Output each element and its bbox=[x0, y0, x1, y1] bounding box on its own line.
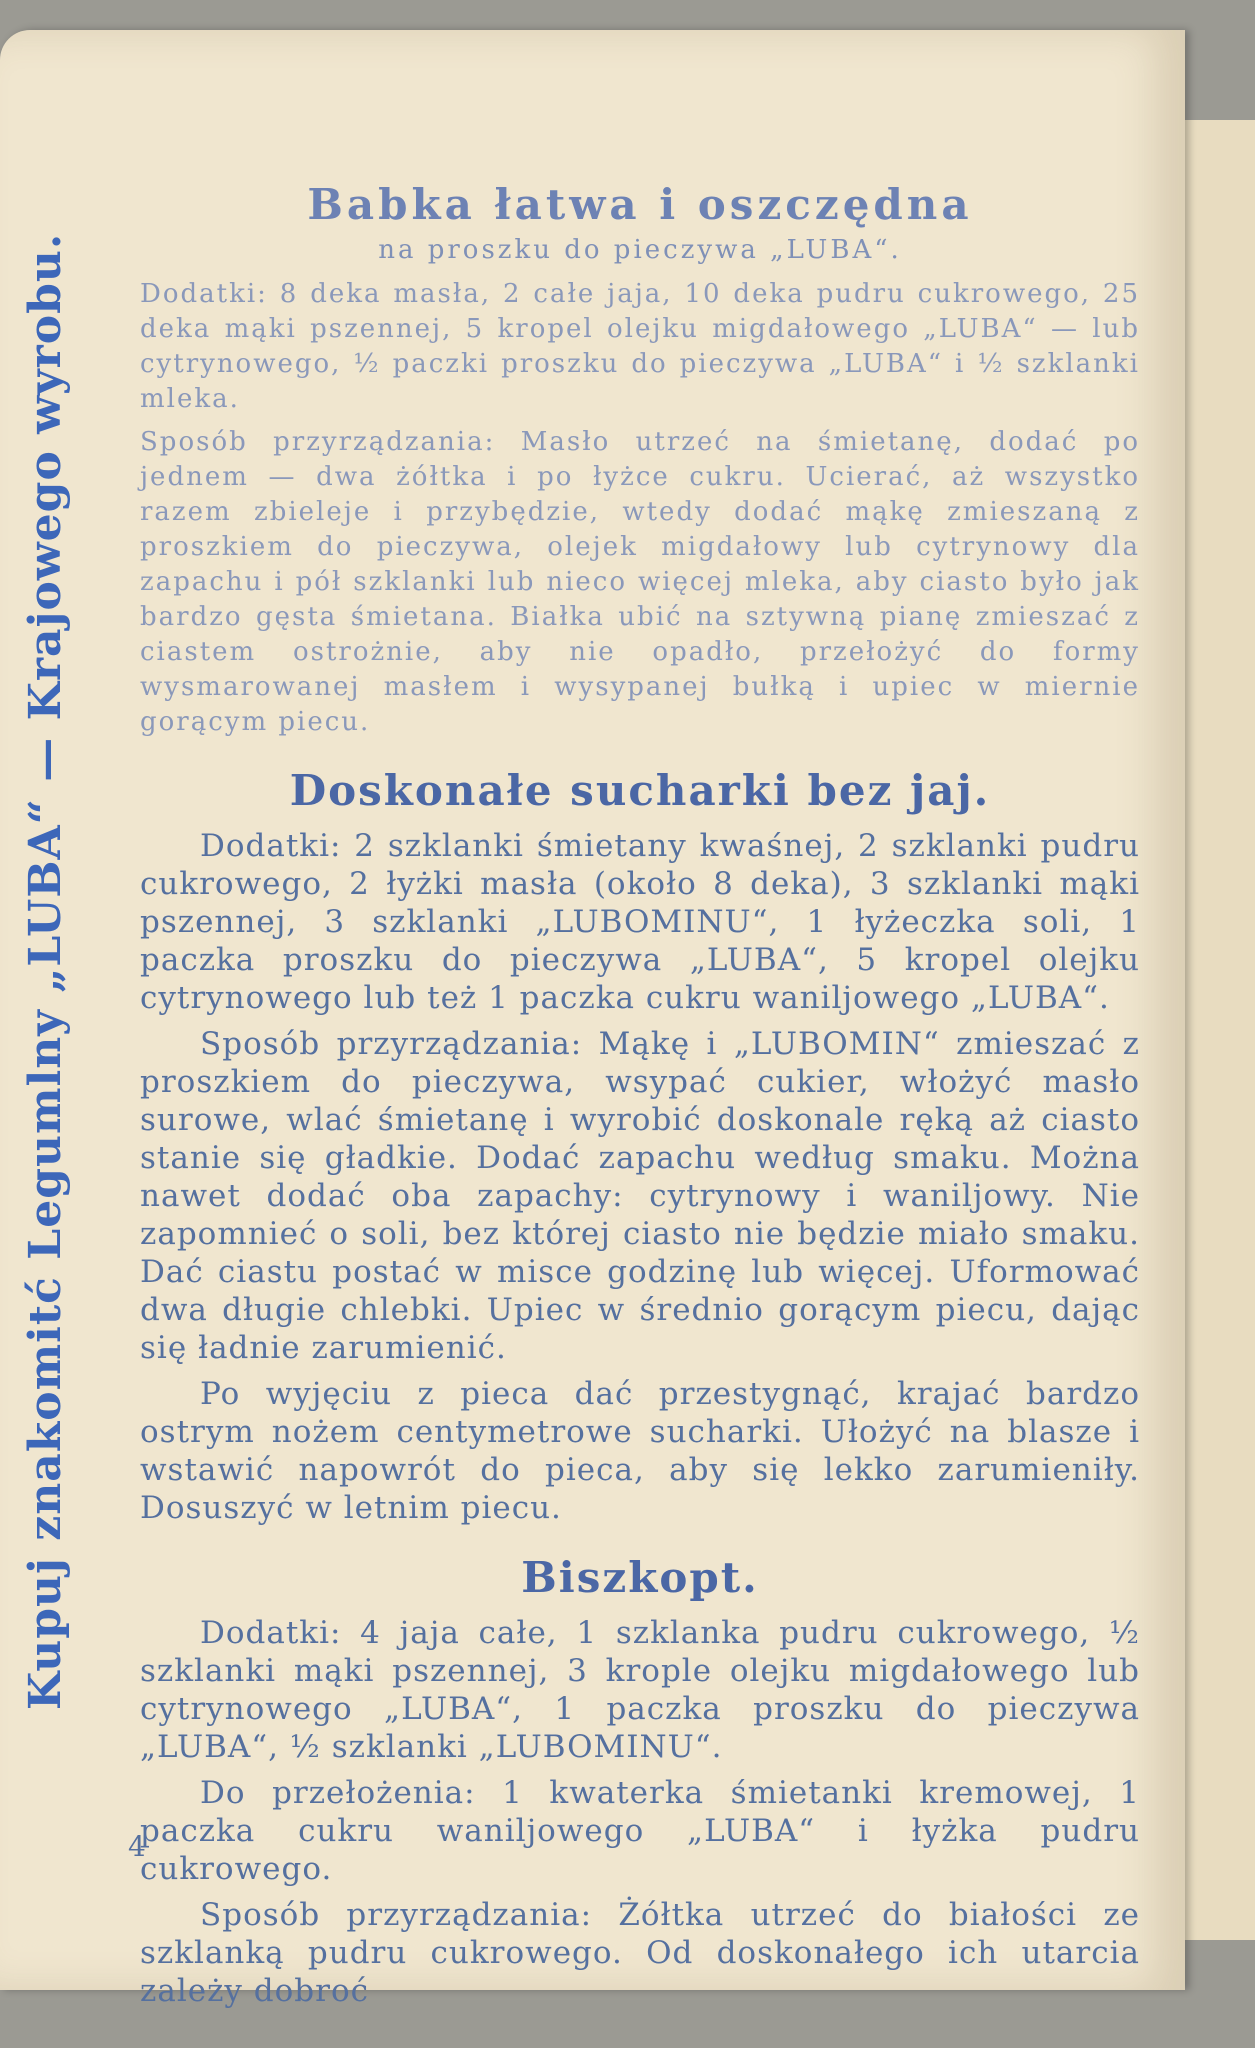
recipe-babka bbox=[140, 180, 1140, 740]
recipe-title: Doskonałe sucharki bez jaj. bbox=[289, 766, 991, 815]
page-number: 4 bbox=[128, 1830, 146, 1863]
recipe-body bbox=[140, 277, 1140, 740]
ingredients-paragraph: Dodatki: 4 jaja całe, 1 szklanka pudru cukrowego, ½ szklanki mąki pszennej, 3 krople olejku migdałowego lub cytrynowego „LUBA“, 1 paczka proszku do pieczywa „LUBA“, ½ szklanki „LUBOMINU“. bbox=[140, 1615, 1140, 1765]
page-content bbox=[140, 180, 1140, 2018]
finish-paragraph: Po wyjęciu z pieca dać przestygnąć, krajać bardzo ostrym nożem centymetrowe sucharki. Ułożyć na blasze i wstawić napowrót do pieca, aby się lekko zarumieniły. Dosuszyć w letnim piecu. bbox=[140, 1376, 1140, 1526]
booklet-page bbox=[0, 30, 1185, 2009]
method-paragraph: Sposób przyrządzania: Żółtka utrzeć do białości ze szklanką pudru cukrowego. Od doskonałego ich utarcia zależy dobroć bbox=[140, 1897, 1140, 2009]
recipe-subtitle: na proszku do pieczywa „LUBA“. bbox=[378, 235, 902, 265]
recipe-title: Biszkopt. bbox=[521, 1553, 759, 1602]
next-page-edge bbox=[1185, 120, 1255, 1940]
filling-paragraph: Do przełożenia: 1 kwaterka śmietanki kremowej, 1 paczka cukru waniljowego „LUBA“ i łyżka pudru cukrowego. bbox=[140, 1775, 1140, 1887]
side-slogan: Kupuj znakomitć Legumlny „LUBA“ — Krajowego wyrobu. bbox=[20, 232, 71, 1710]
recipe-sucharki bbox=[140, 766, 1140, 1527]
method-paragraph: Sposób przyrządzania: Mąkę i „LUBOMIN“ zmieszać z proszkiem do pieczywa, wsypać cukier, włożyć masło surowe, wlać śmietanę i wyrobić doskonale ręką aż ciasto stanie się gładkie. Dodać zapachu według smaku. Można nawet dodać oba zapachy: cytrynowy i waniljowy. Nie zapomnieć o soli, bez której ciasto nie będzie miało smaku. Dać ciastu postać w misce godzinę lub więcej. Uformować dwa długie chlebki. Upiec w średnio gorącym piecu, dając się ładnie zarumienić. bbox=[140, 1026, 1140, 1366]
method-paragraph: Sposób przyrządzania: Masło utrzeć na śmietanę, dodać po jednem — dwa żółtka i po łyżce cukru. Ucierać, aż wszystko razem zbieleje i przybędzie, wtedy dodać mąkę zmieszaną z proszkiem do pieczywa, olejek migdałowy lub cytrynowy dla zapachu i pół szklanki lub nieco więcej mleka, aby ciasto było jak bardzo gęsta śmietana. Białka ubić na sztywną pianę zmieszać z ciastem ostrożnie, aby nie opadło, przełożyć do formy wysmarowanej masłem i wysypanej bułką i upiec w miernie gorącym piecu. bbox=[140, 427, 1140, 737]
ingredients-paragraph: Dodatki: 8 deka masła, 2 całe jaja, 10 deka pudru cukrowego, 25 deka mąki pszennej, 5 kropel olejku migdałowego „LUBA“ — lub cytrynowego, ½ paczki proszku do pieczywa „LUBA“ i ½ szklanki mleka. bbox=[140, 279, 1140, 414]
recipe-title: Babka łatwa i oszczędna bbox=[307, 180, 973, 229]
recipe-biszkopt bbox=[140, 1553, 1140, 2010]
ingredients-paragraph: Dodatki: 2 szklanki śmietany kwaśnej, 2 szklanki pudru cukrowego, 2 łyżki masła (około 8 deka), 3 szklanki mąki pszennej, 3 szklanki „LUBOMINU“, 1 łyżeczka soli, 1 paczka proszku do pieczywa „LUBA“, 5 kropel olejku cytrynowego lub też 1 paczka cukru waniljowego „LUBA“. bbox=[140, 828, 1140, 1016]
